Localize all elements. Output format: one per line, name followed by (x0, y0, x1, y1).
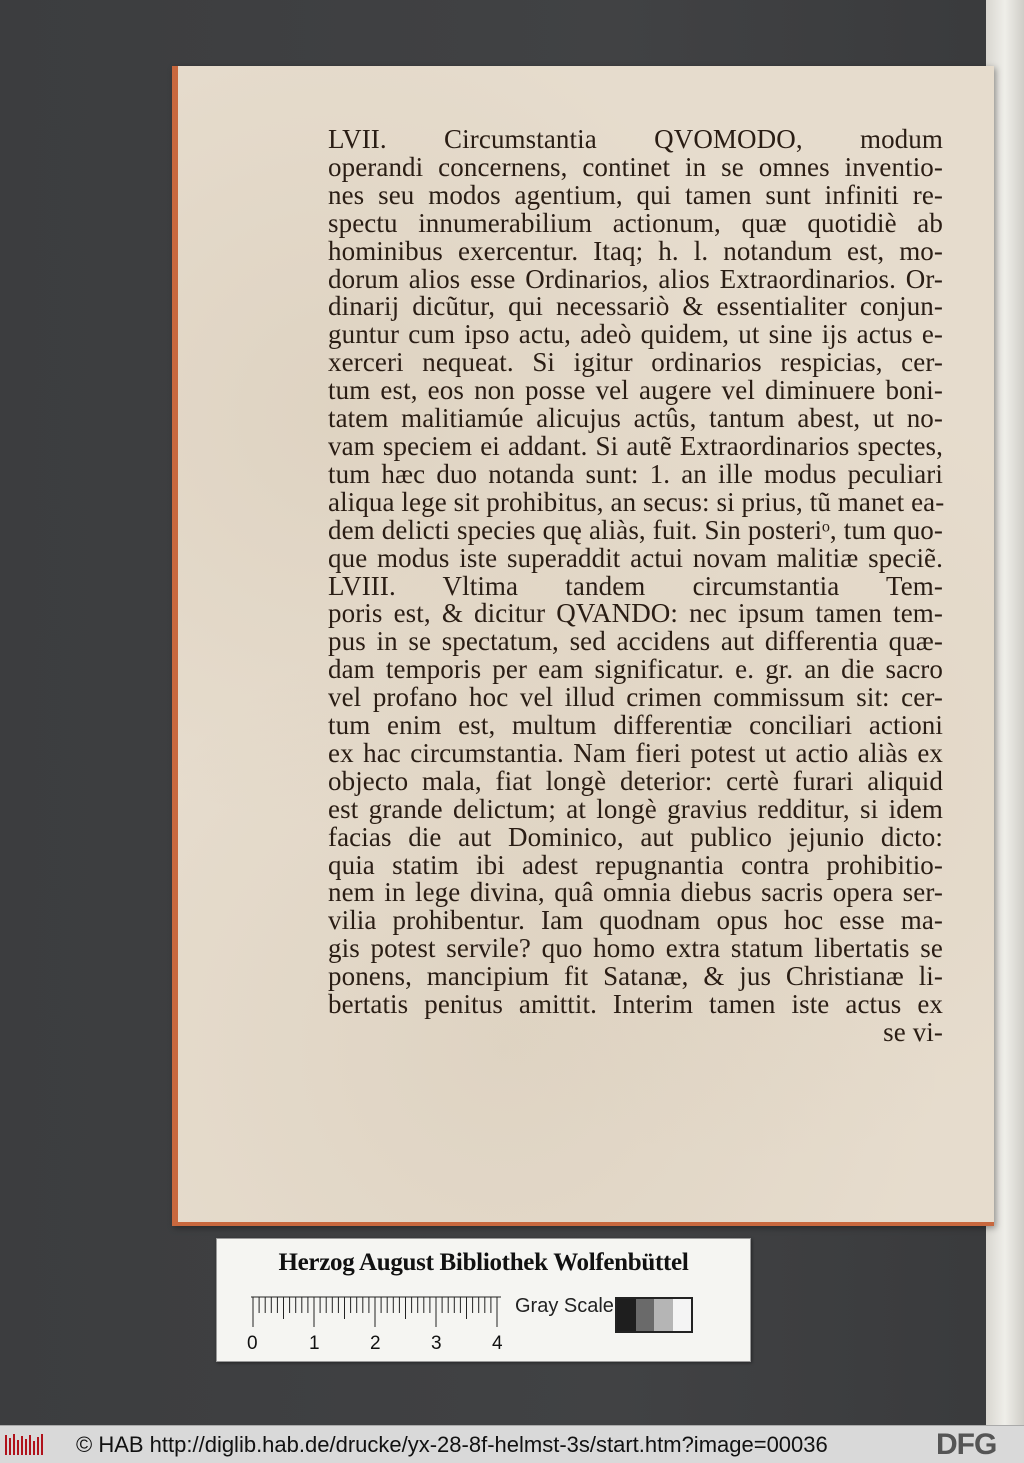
text-line: ponens, mancipium fit Satanæ, & jus Christianæ li- (328, 961, 943, 992)
text-line: hominibus exercentur. Itaq; h. l. notandum est, mo- (328, 235, 943, 266)
gray-swatch (636, 1299, 655, 1331)
gray-swatch (673, 1299, 692, 1331)
ruler-number: 0 (247, 1333, 258, 1354)
text-line: vam speciem ei addant. Si autẽ Extraordinarios spectes, (328, 430, 943, 461)
text-line: que modus iste superaddit actui novam malitiæ speciẽ. (328, 542, 943, 573)
text-line: aliqua lege sit prohibitus, an secus: si prius, tũ manet ea- (328, 486, 945, 517)
text-line: est grande delictum; at longè gravius redditur, si idem (328, 793, 943, 824)
text-line: tum est, eos non posse vel augere vel diminuere boni- (328, 375, 943, 406)
text-line: operandi concernens, continet in se omnes inventio- (328, 151, 943, 182)
text-line: nem in lege divina, quâ omnia diebus sacris opera ser- (328, 877, 943, 908)
text-line: nes seu modos agentium, qui tamen sunt infiniti re- (328, 179, 943, 210)
text-line: ex hac circumstantia. Nam fieri potest ut actio aliàs ex (328, 737, 943, 768)
text-line: LVIII. Vltima tandem circumstantia Tem- (328, 570, 943, 601)
footer-copyright-url[interactable]: © HAB http://diglib.hab.de/drucke/yx-28-8f-helmst-3s/start.htm?image=00036 (76, 1432, 828, 1457)
text-line: dem delicti species quę aliàs, fuit. Sin posteriᵒ, tum quo- (328, 514, 943, 545)
book-page (172, 66, 994, 1226)
text-line: se vi- (883, 1017, 943, 1047)
text-line: poris est, & dicitur QVANDO: nec ipsum tamen tem- (328, 598, 943, 629)
gray-swatch (617, 1299, 636, 1331)
text-line: gis potest servile? quo homo extra statum libertatis se (328, 933, 943, 964)
ruler-scale (251, 1295, 511, 1333)
hab-logo-icon (4, 1432, 46, 1458)
text-line: facias die aut Dominico, aut publico jejunio dicto: (328, 821, 943, 852)
gray-scale-swatches (615, 1297, 693, 1333)
ruler-number: 1 (309, 1333, 320, 1354)
text-line: dam temporis per eam significatur. e. gr. an die sacro (328, 654, 943, 685)
text-line: LVII. Circumstantia QVOMODO, modum (328, 124, 943, 154)
text-line: vel profano hoc vel illud crimen commissum sit: cer- (328, 682, 943, 713)
ruler-number: 3 (431, 1333, 442, 1354)
text-line: bertatis penitus amittit. Interim tamen iste actus ex (328, 989, 943, 1020)
text-line: dinarij dicũtur, qui necessariò & essentialiter conjun- (328, 291, 943, 322)
gray-swatch (654, 1299, 673, 1331)
footer-bar (0, 1425, 1024, 1463)
text-line: tum hæc duo notanda sunt: 1. an ille modus peculiari (328, 458, 943, 489)
text-line: pus in se spectatum, sed accidens aut differentia quæ- (328, 626, 943, 657)
page-text-block (328, 126, 943, 1047)
text-line: spectu innumerabilium actionum, quæ quotidiè ab (328, 207, 943, 238)
text-line: objecto mala, fiat longè deterior: certè furari aliquid (328, 765, 943, 796)
ruler-number: 2 (370, 1333, 381, 1354)
text-line: guntur cum ipso actu, adeò quidem, ut sine ijs actus e- (328, 319, 943, 350)
text-line: vilia prohibentur. Iam quodnam opus hoc esse ma- (328, 905, 943, 936)
text-line: xerceri nequeat. Si igitur ordinarios respicias, cer- (328, 347, 943, 378)
text-line: tatem malitiamúe alicujus actûs, tantum abest, ut no- (328, 403, 943, 434)
library-title: Herzog August Bibliothek Wolfenbüttel (278, 1249, 689, 1276)
text-line: quia statim ibi adest repugnantia contra prohibitio- (328, 849, 943, 880)
ruler-number: 4 (492, 1333, 503, 1354)
text-line: dorum alios esse Ordinarios, alios Extraordinarios. Or- (328, 263, 943, 294)
dfg-logo: DFG (936, 1428, 997, 1461)
color-checker-card (216, 1238, 751, 1362)
text-line: tum enim est, multum differentiæ conciliari actioni (328, 710, 943, 741)
gray-scale-label: Gray Scale (515, 1295, 614, 1317)
